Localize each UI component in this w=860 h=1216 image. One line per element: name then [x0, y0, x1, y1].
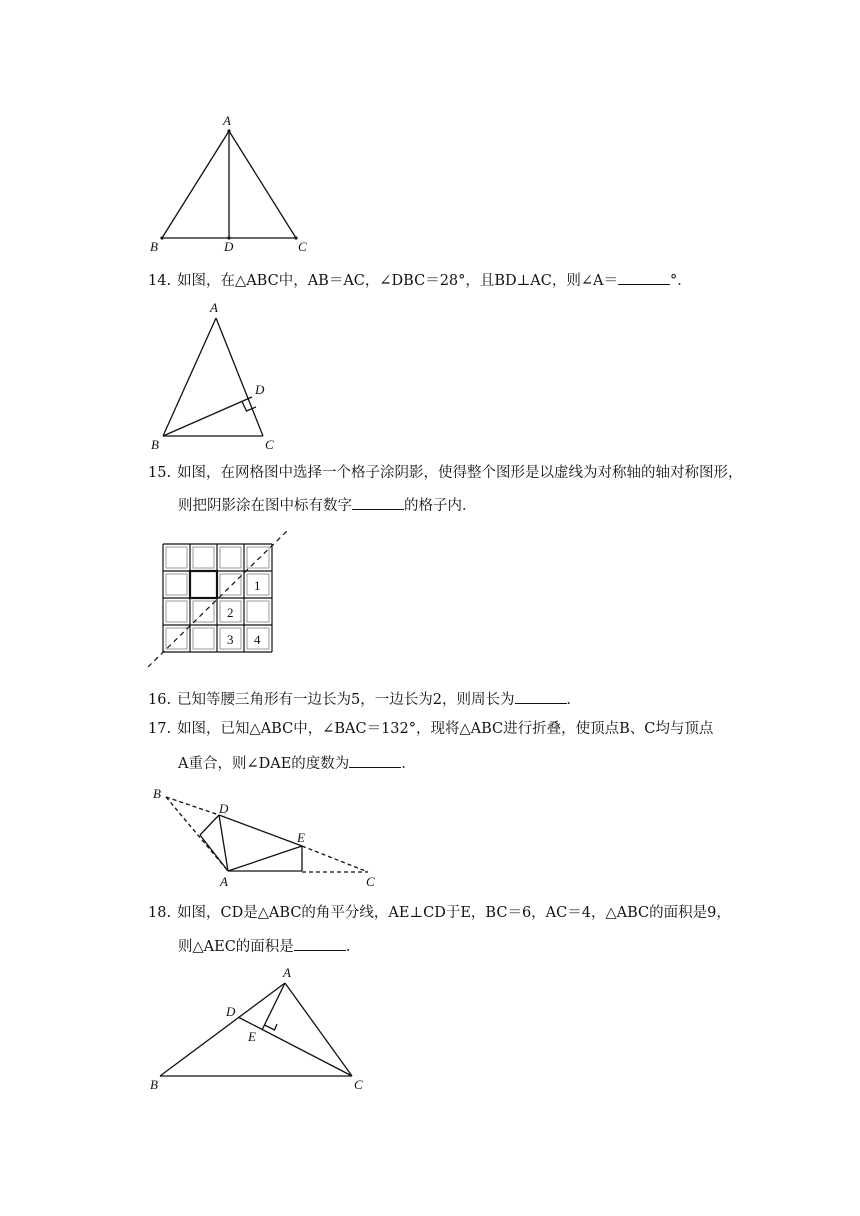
question-number: 17. [148, 721, 172, 737]
grid-number-4: 4 [254, 632, 261, 647]
highlighted-cell [190, 571, 217, 598]
grid-number-2: 2 [227, 605, 234, 620]
fig14-label-b: B [151, 437, 159, 452]
question-text: 已知等腰三角形有一边长为5，一边长为2，则周长为 [177, 692, 515, 708]
fig18-label-a: A [283, 965, 291, 980]
fig14-label-a: A [210, 300, 218, 315]
grid-number-1: 1 [254, 578, 261, 593]
figure-17 [166, 797, 368, 872]
answer-blank[interactable] [349, 753, 401, 768]
question-text: 如图，CD是△ABC的角平分线，AE⊥CD于E，BC＝6，AC＝4，△ABC的面积是9， [177, 905, 731, 921]
figure-14 [163, 318, 263, 436]
question-tail: 的格子内． [404, 498, 477, 514]
segment-bd [163, 397, 252, 436]
fig18-label-c: C [354, 1077, 363, 1092]
fig14-label-d: D [255, 382, 265, 397]
fig18-label-b: B [150, 1077, 158, 1092]
question-number: 16. [148, 692, 172, 708]
segment-ac [285, 983, 352, 1076]
question-number: 15. [148, 465, 172, 481]
segment-fold-a [200, 835, 228, 871]
right-angle-mark [242, 402, 256, 412]
question-number: 14. [148, 273, 172, 289]
segment-ab [163, 318, 216, 436]
fig17-label-e: E [297, 830, 305, 845]
grid-number-3: 3 [227, 632, 234, 647]
fig18-label-d: D [226, 1004, 236, 1019]
figure-18 [160, 983, 352, 1076]
question-text: 则△AEC的面积是 [178, 939, 294, 955]
segment-ac [216, 318, 263, 436]
question-18-line-2 [178, 936, 360, 957]
segment-bd-dashed [166, 797, 219, 815]
question-16 [148, 689, 581, 710]
segment-ae [228, 846, 302, 871]
segment-d-fold [200, 815, 219, 835]
fig13-label-c: C [298, 239, 307, 254]
question-text: 如图，已知△ABC中，∠BAC＝132°，现将△ABC进行折叠，使顶点B、C均与顶点 [177, 721, 714, 737]
answer-blank[interactable] [618, 270, 670, 285]
segment-de [219, 815, 302, 846]
question-17-line-2 [178, 753, 416, 774]
segment-cd [238, 1017, 352, 1076]
answer-blank[interactable] [515, 689, 567, 704]
segment-ab [162, 131, 229, 238]
segment-ab [160, 983, 285, 1076]
question-tail: ． [566, 692, 582, 708]
fig13-label-a: A [223, 113, 231, 128]
question-18-line-1 [148, 903, 731, 923]
figure-13 [162, 131, 296, 238]
question-15-line-2 [178, 495, 477, 516]
question-text: 则把阴影涂在图中标有数字 [178, 498, 352, 514]
fig13-label-b: B [150, 239, 158, 254]
fig18-label-e: E [248, 1029, 256, 1044]
question-17-line-1 [148, 719, 713, 739]
question-15-line-1 [148, 463, 743, 483]
segment-ac [229, 131, 296, 238]
figure-15-grid [148, 530, 288, 667]
question-tail: ． [345, 939, 361, 955]
question-text: 如图，在网格图中选择一个格子涂阴影，使得整个图形是以虚线为对称轴的轴对称图形， [177, 465, 743, 481]
fig17-label-c: C [366, 874, 375, 889]
question-tail: ． [401, 756, 416, 772]
question-text: 如图，在△ABC中，AB＝AC，∠DBC＝28°，且BD⊥AC，则∠A＝ [177, 273, 618, 289]
answer-blank[interactable] [352, 495, 404, 510]
fig17-label-b: B [153, 786, 161, 801]
fig17-label-a: A [220, 874, 228, 889]
segment-ae [262, 983, 285, 1030]
question-14 [148, 270, 692, 291]
answer-blank[interactable] [294, 936, 346, 951]
question-tail: °． [670, 273, 692, 289]
fig17-label-d: D [219, 801, 229, 816]
segment-ec-dashed [302, 846, 368, 872]
question-text: A重合，则∠DAE的度数为 [178, 756, 350, 772]
question-number: 18. [148, 905, 172, 921]
right-angle-mark [265, 1024, 278, 1030]
fig14-label-c: C [265, 437, 274, 452]
fig13-label-d: D [224, 239, 234, 254]
